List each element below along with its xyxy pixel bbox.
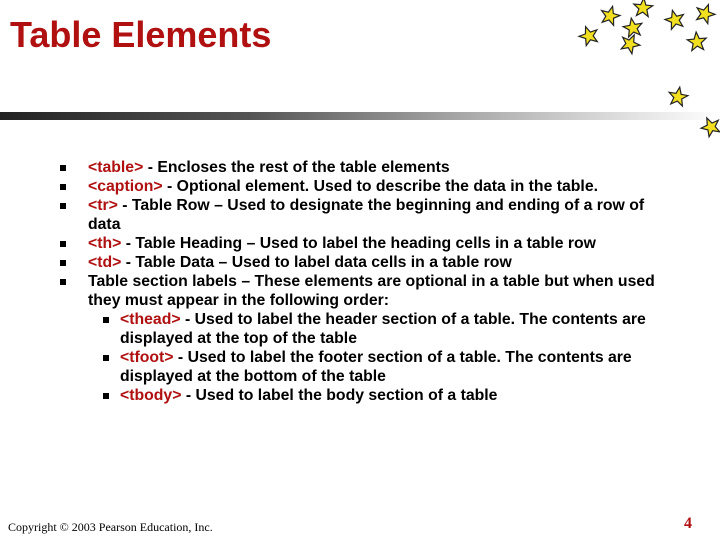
list-item: [56, 234, 666, 253]
sub-list-item: [88, 310, 666, 348]
item-text: - Encloses the rest of the table elements: [143, 159, 450, 176]
star-icon: [663, 8, 686, 30]
page-number: 4: [684, 515, 692, 532]
star-icon: [633, 0, 654, 17]
square-bullet-icon: [60, 203, 66, 209]
item-text: - Table Row – Used to designate the beginning and ending of a row of data: [88, 197, 645, 233]
tag-name: <tbody>: [120, 387, 182, 404]
square-bullet-icon: [60, 260, 66, 266]
list-item: [56, 196, 666, 234]
star-icon: [599, 4, 622, 26]
square-bullet-icon: [60, 279, 66, 285]
tag-name: <table>: [88, 159, 144, 176]
item-text: - Used to label the header section of a table. The contents are displayed at the top of the table: [120, 311, 646, 347]
star-icon: [577, 23, 601, 47]
star-icon: [693, 1, 717, 25]
item-text: Table section labels – These elements are optional in a table but when used they must appear in the following order:: [88, 273, 655, 309]
stars-decoration: [575, 0, 720, 145]
list-item: [56, 177, 666, 196]
item-text: - Optional element. Used to describe the data in the table.: [162, 178, 598, 195]
bullet-list: [56, 158, 666, 405]
item-text: - Table Data – Used to label data cells in a table row: [121, 254, 512, 271]
square-bullet-icon: [103, 355, 109, 361]
star-icon: [687, 31, 708, 51]
square-bullet-icon: [103, 317, 109, 323]
item-text: - Used to label the body section of a table: [181, 387, 498, 404]
list-item: [56, 158, 666, 177]
item-text: - Table Heading – Used to label the heading cells in a table row: [121, 235, 596, 252]
tag-name: <th>: [88, 235, 122, 252]
tag-name: <caption>: [88, 178, 163, 195]
square-bullet-icon: [60, 241, 66, 247]
slide-body: [56, 158, 666, 405]
item-text: - Used to label the footer section of a table. The contents are displayed at the bottom of the table: [120, 349, 632, 385]
star-icon: [667, 86, 689, 107]
sub-list-item: [88, 386, 666, 405]
square-bullet-icon: [103, 393, 109, 399]
list-item: [56, 253, 666, 272]
slide-title: Table Elements: [10, 14, 272, 55]
star-icon: [622, 17, 644, 38]
tag-name: <thead>: [120, 311, 181, 328]
square-bullet-icon: [60, 184, 66, 190]
square-bullet-icon: [60, 165, 66, 171]
sub-bullet-list: [88, 310, 666, 405]
sub-list-item: [88, 348, 666, 386]
tag-name: <tfoot>: [120, 349, 174, 366]
star-icon: [698, 114, 720, 138]
copyright-footer: Copyright © 2003 Pearson Education, Inc.: [8, 520, 213, 534]
tag-name: <tr>: [88, 197, 118, 214]
list-item: [56, 272, 666, 405]
tag-name: <td>: [88, 254, 122, 271]
